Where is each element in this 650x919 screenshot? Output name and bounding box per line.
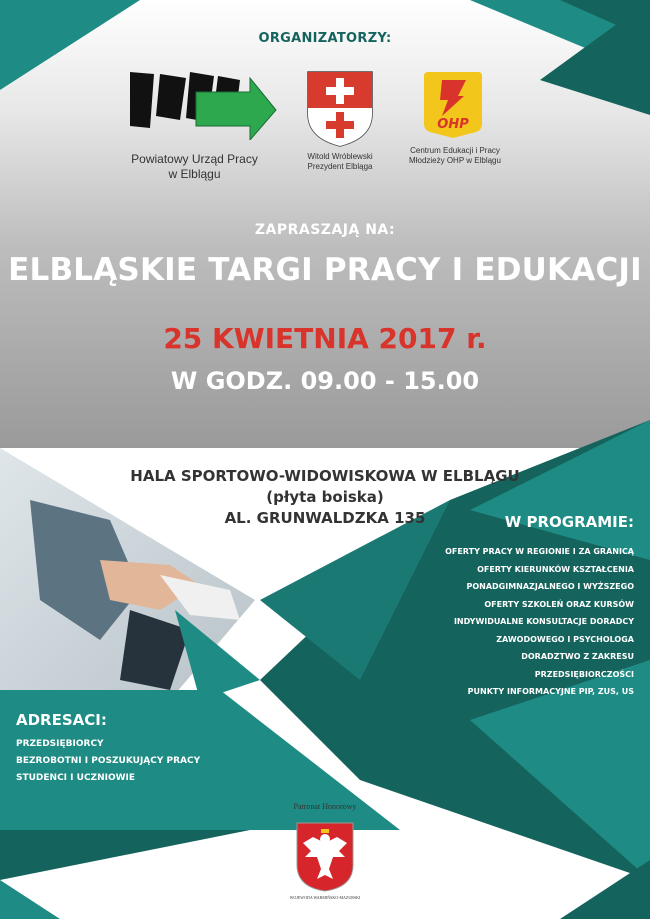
event-title: ELBLĄSKIE TARGI PRACY I EDUKACJI <box>8 252 642 288</box>
pup-logo <box>130 68 280 140</box>
ohp-caption <box>400 146 510 166</box>
program-item: ZAWODOWEGO I PSYCHOLOGA <box>496 634 634 644</box>
event-date: 25 KWIETNIA 2017 r. <box>163 322 487 355</box>
event-hours: W GODZ. 09.00 - 15.00 <box>170 367 480 395</box>
ohp-logo <box>420 68 486 140</box>
program-item: DORADZTWO Z ZAKRESU <box>521 652 634 661</box>
program-item: OFERTY KIERUNKÓW KSZTAŁCENIA <box>477 564 634 574</box>
addressee-item: PRZEDSIĘBIORCY <box>16 739 104 749</box>
pup-name-line1: Powiatowy Urząd Pracy <box>131 152 258 166</box>
program-item: INDYWIDUALNE KONSULTACJE DORADCY <box>453 617 634 626</box>
pup-name-line2: w Elblągu <box>168 167 221 181</box>
venue-detail: (płyta boiska) <box>266 488 384 506</box>
polish-eagle-emblem-icon <box>295 821 355 893</box>
addressee-item: STUDENCI I UCZNIOWIE <box>16 773 136 783</box>
program-list <box>445 543 634 701</box>
organizers-label: ORGANIZATORZY: <box>258 31 392 46</box>
addressees-heading: ADRESACI: <box>16 711 107 729</box>
elblag-coat-of-arms-icon <box>306 70 374 148</box>
program-item: PRZEDSIĘBIORCZOŚCI <box>534 669 634 679</box>
patronage-label: Patronat Honorowy <box>293 802 357 811</box>
invite-text: ZAPRASZAJĄ NA: <box>254 222 396 238</box>
program-item: PONADGIMNAZJALNEGO I WYŻSZEGO <box>466 582 634 591</box>
patronage-caption: WOJEWODA WARMIŃSKO-MAZURSKI <box>289 895 361 900</box>
mayor-name: Witold Wróblewski <box>307 152 373 161</box>
mayor-title: Prezydent Elbląga <box>307 162 373 171</box>
mayor-caption <box>285 152 395 172</box>
patronage-block <box>285 802 365 900</box>
addressees-list <box>16 736 200 787</box>
ohp-logo-text: OHP <box>437 117 469 132</box>
pup-caption <box>112 152 277 182</box>
venue-address: AL. GRUNWALDZKA 135 <box>224 509 426 527</box>
addressee-item: BEZROBOTNI I POSZUKUJĄCY PRACY <box>16 756 201 766</box>
venue-name: HALA SPORTOWO-WIDOWISKOWA W ELBLĄGU <box>130 467 520 485</box>
program-heading: W PROGRAMIE: <box>504 513 634 531</box>
program-item: PUNKTY INFORMACYJNE PIP, ZUS, US <box>467 687 634 696</box>
ohp-name-line2: Młodzieży OHP w Elblągu <box>409 156 501 165</box>
ohp-name-line1: Centrum Edukacji i Pracy <box>410 146 500 155</box>
program-item: OFERTY PRACY W REGIONIE I ZA GRANICĄ <box>445 547 634 556</box>
program-item: OFERTY SZKOLEŃ ORAZ KURSÓW <box>484 599 634 609</box>
